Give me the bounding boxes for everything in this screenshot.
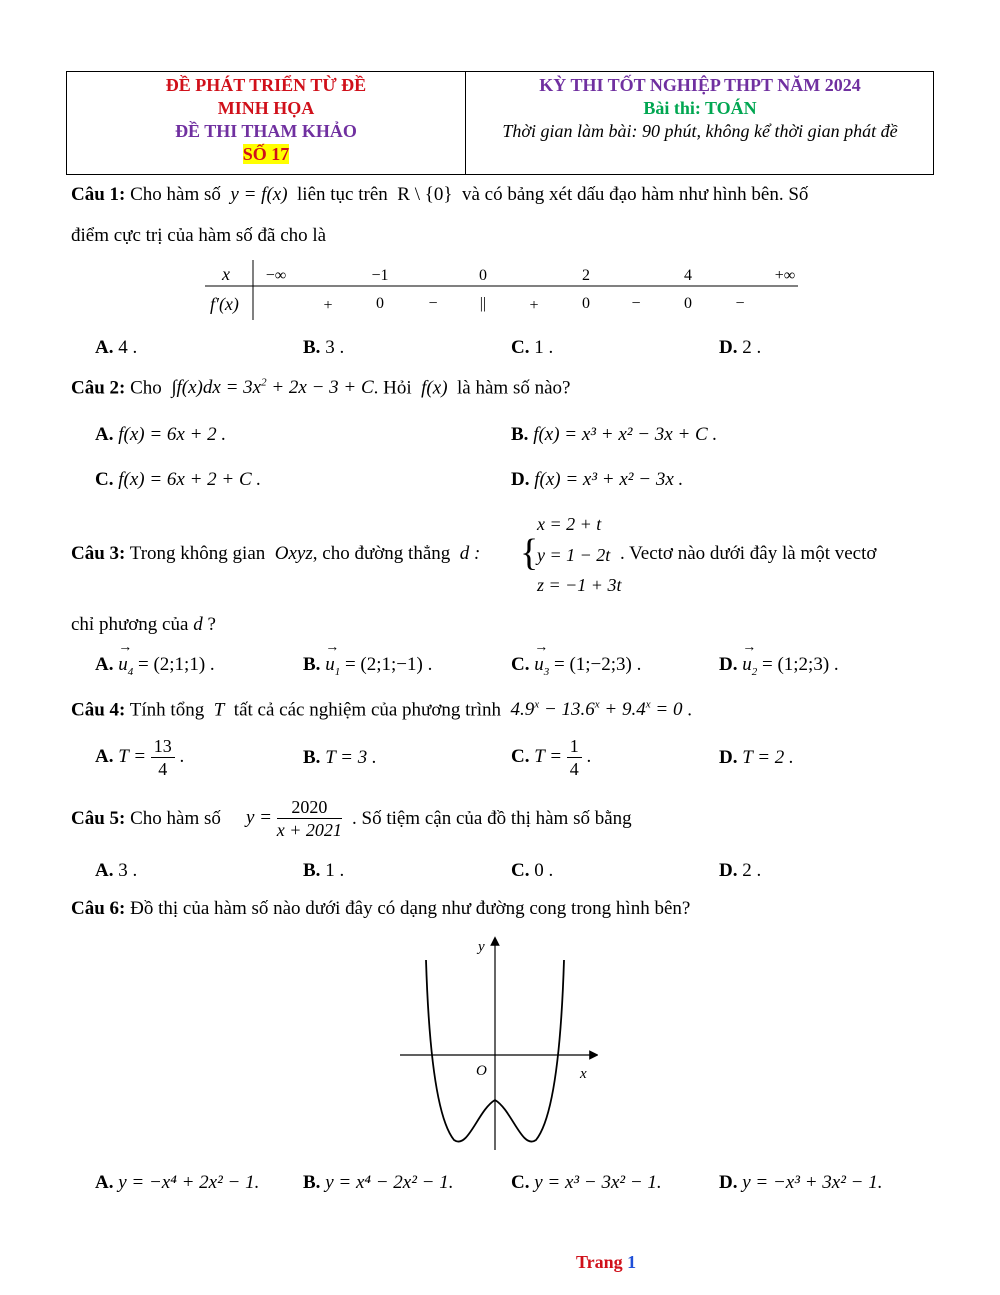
question-5-function: y = $\frac{2020}{x + 2021}$ <box>246 797 342 840</box>
table-x-minus-one: −1 <box>371 267 389 284</box>
question-3-stem: Câu 3: Trong không gian Oxyz, cho đường thẳng d : <box>71 543 481 564</box>
header-left-line2: MINH HỌA <box>217 98 315 118</box>
y-axis-label: y <box>478 939 485 955</box>
table-x-two: 2 <box>582 267 590 284</box>
system-eq-2: y = 1 − 2t <box>537 545 611 565</box>
system-eq-3: z = −1 + 3t <box>537 575 622 595</box>
question-3-stem-line2: chỉ phương của d ? <box>71 614 216 635</box>
question-3-stem-end: . Vectơ nào dưới đây là một vectơ <box>620 543 877 564</box>
sign-5: + <box>529 297 539 314</box>
q4-option-a[interactable]: A. T = $\frac{13}{4}$ . <box>95 736 185 779</box>
q1-option-b[interactable]: B. 3 . <box>303 337 345 358</box>
q2-option-a[interactable]: A. f(x) = 6x + 2 . <box>95 424 227 445</box>
q2-option-c[interactable]: C. f(x) = 6x + 2 + C . <box>95 469 262 490</box>
sign-table <box>200 258 800 324</box>
q6-option-b[interactable]: B. y = x⁴ − 2x² − 1. <box>303 1172 454 1193</box>
table-x-four: 4 <box>684 267 692 284</box>
q5-option-b[interactable]: B. 1 . <box>303 860 345 881</box>
q1-option-d[interactable]: D. 2 . <box>719 337 762 358</box>
q4-option-c[interactable]: C. T = $\frac{1}{4}$ . <box>511 736 592 779</box>
q3-option-b[interactable]: B. → $u_1$ = (2;1;−1) . <box>303 654 432 678</box>
q2-option-d[interactable]: D. f(x) = x³ + x² − 3x . <box>511 469 684 490</box>
sign-7: − <box>631 295 641 312</box>
q5-option-c[interactable]: C. 0 . <box>511 860 554 881</box>
page-number: 1 <box>627 1252 637 1272</box>
header-left-line3: ĐỀ THI THAM KHẢO <box>175 121 357 141</box>
q5-option-d[interactable]: D. 2 . <box>719 860 762 881</box>
system-eq-1: x = 2 + t <box>537 514 602 534</box>
page-word: Trang <box>576 1252 623 1272</box>
q3-option-a[interactable]: A. → $u_4$ = (2;1;1) . <box>95 654 215 678</box>
sign-2: 0 <box>376 295 384 312</box>
sign-3: − <box>428 295 438 312</box>
question-4-stem: Câu 4: Tính tổng T tất cả các nghiệm của phương trình $4.9^x - 13.6^x + 9.4^x = 0$ . <box>71 699 692 721</box>
exam-number-badge: SỐ 17 <box>242 144 290 164</box>
table-x-label: x <box>222 264 230 284</box>
question-5-stem-end: . Số tiệm cận của đồ thị hàm số bằng <box>352 808 632 829</box>
q4-option-d[interactable]: D. T = 2 . <box>719 747 794 768</box>
q6-option-a[interactable]: A. y = −x⁴ + 2x² − 1. <box>95 1172 260 1193</box>
q3-option-d[interactable]: D. → $u_2$ = (1;2;3) . <box>719 654 839 678</box>
table-x-neg-inf: −∞ <box>265 267 287 284</box>
table-x-zero: 0 <box>479 267 487 284</box>
sign-4: || <box>479 295 487 312</box>
question-1-stem-line2: điểm cực trị của hàm số đã cho là <box>71 225 327 246</box>
exam-subject: Bài thi: TOÁN <box>643 98 757 118</box>
question-1-stem: Câu 1: Cho hàm số y = f(x) liên tục trên R \ {0} và có bảng xét dấu đạo hàm như hình bên. Số <box>71 184 809 205</box>
system-brace: { <box>520 532 539 574</box>
q4-option-b[interactable]: B. T = 3 . <box>303 747 377 768</box>
question-5-stem: Câu 5: Cho hàm số <box>71 808 221 829</box>
q5-option-a[interactable]: A. 3 . <box>95 860 138 881</box>
sign-9: − <box>735 295 745 312</box>
q2-option-b[interactable]: B. f(x) = x³ + x² − 3x + C . <box>511 424 718 445</box>
question-6-stem: Câu 6: Đồ thị của hàm số nào dưới đây có dạng như đường cong trong hình bên? <box>71 898 691 919</box>
x-axis-label: x <box>580 1066 587 1082</box>
q6-option-d[interactable]: D. y = −x³ + 3x² − 1. <box>719 1172 883 1193</box>
header-left-line1: ĐỀ PHÁT TRIỂN TỪ ĐỀ <box>165 75 367 95</box>
sign-6: 0 <box>582 295 590 312</box>
table-fprime-label: f′(x) <box>210 294 239 314</box>
origin-label: O <box>476 1063 487 1079</box>
q6-option-c[interactable]: C. y = x³ − 3x² − 1. <box>511 1172 662 1193</box>
page-footer <box>576 1252 636 1273</box>
table-x-pos-inf: +∞ <box>774 267 796 284</box>
function-graph <box>398 935 598 1155</box>
question-2-stem: Câu 2: Cho $\int f(x)dx = 3x^2 + 2x - 3 + C$. Hỏi f(x) là hàm số nào? <box>71 377 571 399</box>
q1-option-c[interactable]: C. 1 . <box>511 337 554 358</box>
sign-1: + <box>323 297 333 314</box>
exam-title: KỲ THI TỐT NGHIỆP THPT NĂM 2024 <box>539 75 861 95</box>
exam-time: Thời gian làm bài: 90 phút, không kể thời gian phát đề <box>502 121 898 141</box>
q3-option-c[interactable]: C. → $u_3$ = (1;−2;3) . <box>511 654 641 678</box>
exam-header <box>66 71 934 175</box>
q1-option-a[interactable]: A. 4 . <box>95 337 138 358</box>
sign-8: 0 <box>684 295 692 312</box>
